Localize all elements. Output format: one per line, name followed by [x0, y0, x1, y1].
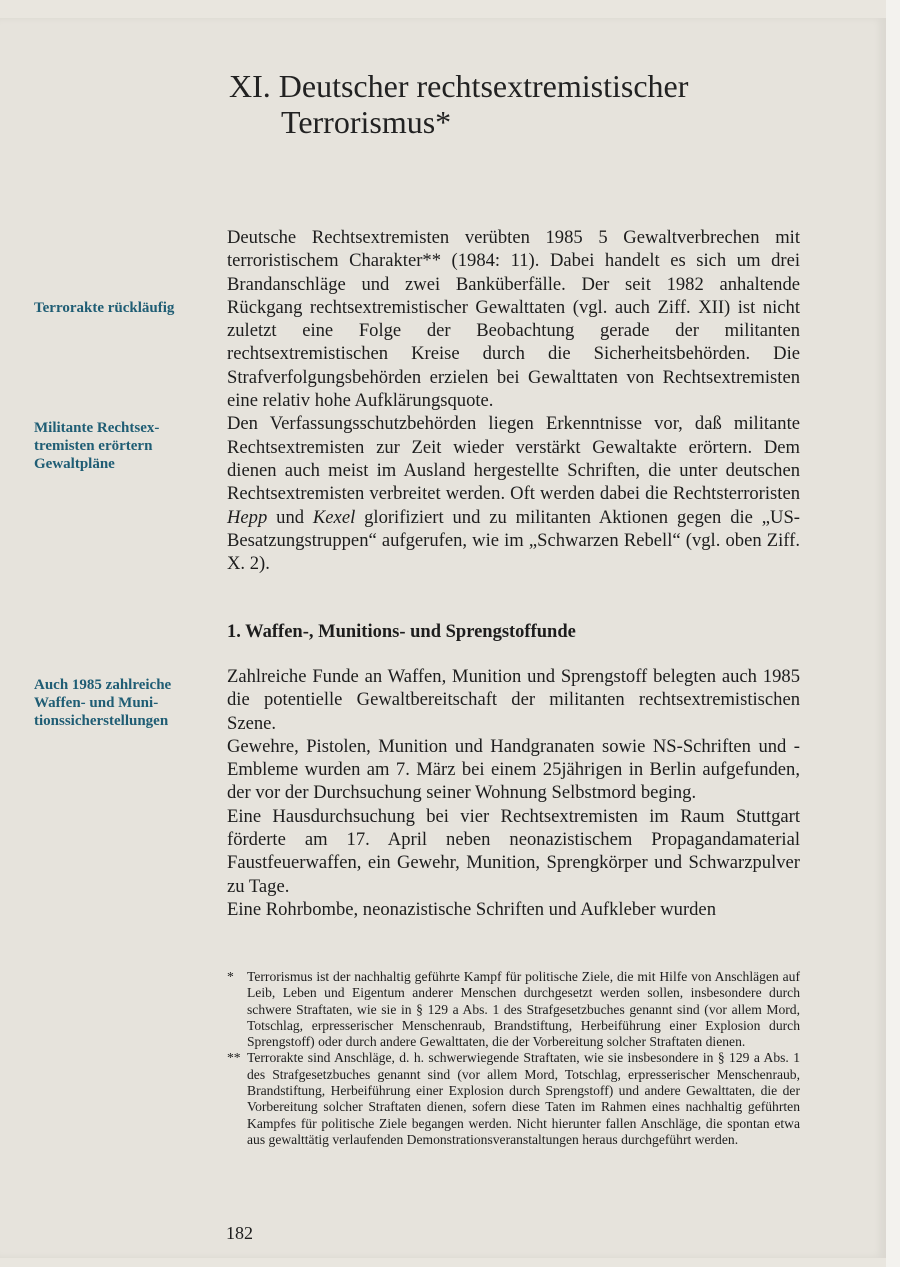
section-text — [227, 665, 800, 921]
section-heading: 1. Waffen-, Munitions- und Sprengstoffunde — [227, 622, 576, 642]
page-number: 182 — [226, 1223, 253, 1243]
section-paragraph-1: Zahlreiche Funde an Waffen, Munition und Sprengstoff belegten auch 1985 die potentielle Gewaltbereitschaft der militanten rechtsextremistischen Szene. — [227, 666, 800, 734]
footnote-text: Terrorismus ist der nachhaltig geführte Kampf für politische Ziele, die mit Hilfe von Anschlägen auf Leib, Leben und Eigentum anderer Menschen durchgesetzt werden sollen, insbesondere durch schwere Straftaten, wie sie in § 129 a Abs. 1 des Strafgesetzbuches genannt sind (vor allem Mord, Totschlag, erpresserischer Menschenraub, Brandstiftung, Herbeiführung einer Explosion durch Sprengstoff) oder durch andere Gewalttaten, die der Vorbereitung solcher Straftaten dienen. — [247, 969, 800, 1050]
name-kexel: Kexel — [312, 506, 356, 528]
chapter-title — [229, 68, 829, 140]
section-paragraph-3: Eine Hausdurchsuchung bei vier Rechtsextremisten im Raum Stuttgart förderte am 17. April neben neonazistischem Propagandamaterial Faustfeuerwaffen, ein Gewehr, Munition, Sprengkörper und Schwarzpulver zu Tage. — [227, 805, 800, 897]
intro-text — [227, 226, 800, 575]
footnote-mark: * — [227, 969, 234, 984]
section-paragraph-4: Eine Rohrbombe, neonazistische Schriften und Aufkleber wurden — [227, 898, 716, 920]
chapter-title-line2: Terrorismus* — [281, 104, 452, 140]
footnote-mark: ** — [227, 1050, 241, 1066]
margin-note-waffenfunde: Auch 1985 zahlreiche Waffen- und Muni-tionssicherstellungen — [34, 677, 172, 729]
footnote-text: Terrorakte sind Anschläge, d. h. schwerwiegende Straftaten, wie sie insbesondere in § 129 a Abs. 1 des Strafgesetzbuches genannt sind (vor allem Mord, Totschlag, erpresserischer Menschenraub, Brandstiftung, Herbeiführung einer Explosion durch Sprengstoff) und andere Gewalttaten, die der Vorbereitung solcher Straftaten dienen, sofern diese Taten im Rahmen eines nachhaltig geführten Kampfes für politische Ziele begangen werden. Nicht hierunter fallen Anschläge, die spontan etwa aus gewalttätig verlaufenden Demonstrationsveranstaltungen heraus durchgeführt werden. — [247, 1050, 800, 1147]
footnote-1 — [227, 969, 800, 1050]
footnotes — [227, 969, 800, 1148]
margin-note-terrorakte: Terrorakte rückläufig — [34, 300, 175, 316]
chapter-title-line1: XI. Deutscher rechtsextremistischer — [229, 68, 689, 104]
section-paragraph-2: Gewehre, Pistolen, Munition und Handgranaten sowie NS-Schriften und -Embleme wurden am 7. März bei einem 25jährigen in Berlin aufgefunden, der vor der Durchsuchung seiner Wohnung Selbstmord beging. — [227, 735, 800, 804]
footnote-2 — [227, 1050, 800, 1148]
intro-paragraph-1: Deutsche Rechtsextremisten verübten 1985 5 Gewaltverbrechen mit terroristischem Charakter** (1984: 11). Dabei handelt es sich um drei Brandanschläge und zwei Banküberfälle. Der seit 1982 anhaltende Rückgang rechtsextremistischer Gewalttaten (vgl. auch Ziff. XII) ist nicht zuletzt eine Folge der Beobachtung gerade der militanten rechtsextremistischen Kreise durch die Sicherheitsbehörden. Die Strafverfolgungsbehörden erzielen bei Gewalttaten von Rechtsextremisten eine relativ hohe Aufklärungsquote. — [227, 227, 800, 412]
name-hepp: Hepp — [227, 506, 268, 528]
intro-paragraph-2: Den Verfassungsschutzbehörden liegen Erkenntnisse vor, daß militante Rechtsextremisten zur Zeit wieder verstärkt Gewaltakte erörtern. Dem dienen auch meist im Ausland hergestellte Schriften, die unter deutschen Rechtsextremisten verbreitet werden. Oft werden dabei die Rechtsterroristen Hepp und Kexel glorifiziert und zu militanten Aktionen gegen die „US-Besatzungstruppen“ aufgerufen, wie im „Schwarzen Rebell“ (vgl. oben Ziff. X. 2). — [227, 413, 800, 575]
page-edge — [886, 0, 900, 1267]
margin-note-militante: Militante Rechtsex-tremisten erörtern Gewaltpläne — [34, 420, 160, 472]
